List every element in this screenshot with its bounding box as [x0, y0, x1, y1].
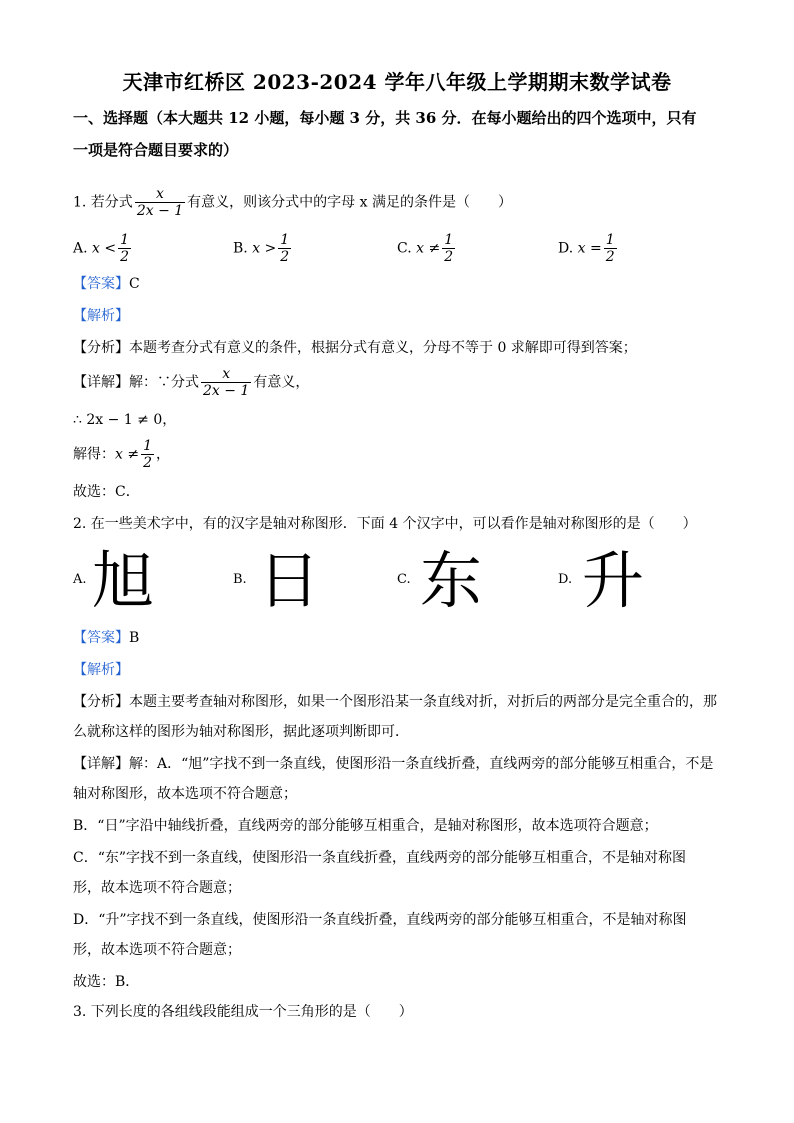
q1-xiangjie-tag: 【详解】 [73, 374, 129, 391]
q1-option-c [397, 232, 457, 265]
page-title: 天津市红桥区 2023-2024 学年八年级上学期期末数学试卷 [122, 70, 672, 94]
q1-stem [73, 186, 754, 219]
q1-answer-tag: 【答案】 [73, 276, 129, 292]
q2-option-c-char: 东 [420, 544, 483, 617]
q1-conclusion: 故选：C． [73, 484, 140, 500]
q1-fenxi-tag: 【分析】 [73, 340, 129, 356]
q2-xiangjie-line5: 形，故本选项不符合题意； [73, 880, 241, 896]
section-heading-line2: 一项是符合题目要求的） [73, 141, 239, 159]
q1-fraction-num: x [156, 186, 164, 202]
q1-option-b-frac [278, 232, 291, 265]
q1-xiangjie-num: x [222, 366, 231, 382]
q1-option-d-den: 2 [605, 249, 615, 265]
q2-xiangjie-line4: C．“东”字找不到一条直线，使图形沿一条直线折叠，直线两旁的部分能够互相重合，不是轴对称图 [73, 850, 687, 866]
q1-xiangjie-prefix: 解：∵分式 [129, 374, 199, 391]
q1-option-d-lhs: x = [577, 240, 602, 257]
q1-suffix: 有意义，则该分式中的字母 x 满足的条件是（ ） [187, 194, 512, 211]
q1-option-d-label: D. [558, 240, 574, 257]
q2-conclusion: 故选：B． [73, 974, 140, 990]
q1-step2: ∴ 2x − 1 ≠ 0， [73, 412, 177, 428]
q2-xiangjie-line2: 轴对称图形，故本选项不符合题意； [73, 786, 297, 802]
q1-option-d [558, 232, 619, 265]
q2-xiangjie-line6: D．“升”字找不到一条直线，使图形沿一条直线折叠，直线两旁的部分能够互相重合，不是轴对称图 [73, 912, 687, 928]
q1-option-a-lhs: x < [92, 240, 117, 257]
q1-option-c-lhs: x ≠ [416, 240, 441, 257]
q2-fenxi-tag: 【分析】 [73, 694, 129, 710]
q1-jiexi-tag: 【解析】 [73, 308, 129, 324]
q1-jiexi [73, 306, 754, 326]
q1-option-b-label: B. [233, 240, 248, 257]
q2-option-b-char: 日 [258, 544, 321, 617]
q2-jiexi [73, 660, 754, 680]
q1-option-b-den: 2 [280, 249, 290, 265]
q1-step3-num: 1 [143, 438, 152, 454]
q3-stem: 3. 下列长度的各组线段能组成一个三角形的是（ ） [73, 1004, 413, 1020]
q1-step3-lhs: x ≠ [115, 446, 140, 463]
q2-option-d-char: 升 [582, 544, 645, 617]
q2-fenxi-text1: 本题主要考查轴对称图形，如果一个图形沿某一条直线对折，对折后的两部分是完全重合的，那 [129, 694, 717, 710]
q1-fenxi [73, 338, 754, 358]
q2-fenxi-line2: 么就称这样的图形为轴对称图形，据此逐项判断即可． [73, 724, 409, 740]
q1-step3-prefix: 解得： [73, 446, 115, 463]
q1-option-c-num: 1 [444, 232, 454, 248]
q1-option-a [73, 232, 133, 265]
q1-xiangjie-suffix: 有意义， [253, 374, 310, 391]
q1-option-b [233, 232, 293, 265]
q1-option-b-num: 1 [280, 232, 290, 248]
q2-option-a-label: A. [73, 572, 87, 587]
q1-xiangjie-fraction [201, 366, 251, 399]
q2-xiangjie-line1 [73, 754, 754, 774]
q1-step3 [73, 438, 754, 471]
q1-option-a-den: 2 [120, 249, 130, 265]
q1-step3-suffix: ， [156, 446, 170, 463]
q1-xiangjie-den: 2x − 1 [203, 383, 250, 399]
q1-option-d-frac [604, 232, 617, 265]
q2-jiexi-tag: 【解析】 [73, 662, 129, 678]
q2-answer-tag: 【答案】 [73, 630, 129, 646]
q1-step3-frac [141, 438, 154, 471]
q1-fenxi-text: 本题考查分式有意义的条件，根据分式有意义，分母不等于 0 求解即可得到答案； [129, 340, 637, 356]
q1-option-c-den: 2 [444, 249, 454, 265]
q2-answer-value: B [129, 630, 140, 646]
q1-answer-value: C [129, 276, 140, 292]
q2-xiangjie-tag: 【详解】 [73, 756, 129, 772]
q2-option-a-char: 旭 [92, 544, 155, 617]
q2-option-b-label: B. [233, 572, 247, 587]
q1-option-c-frac [442, 232, 455, 265]
q1-option-b-lhs: x > [252, 240, 277, 257]
q2-stem: 2. 在一些美术字中，有的汉字是轴对称图形．下面 4 个汉字中，可以看作是轴对称图形的是（ ） [73, 516, 697, 532]
section-heading-line1: 一、选择题（本大题共 12 小题，每小题 3 分，共 36 分．在每小题给出的四个选项中，只有 [73, 109, 697, 127]
q2-fenxi-line1 [73, 692, 754, 712]
q1-fraction-den: 2x − 1 [136, 203, 184, 219]
q2-option-d-label: D. [558, 572, 573, 587]
q2-xiangjie-line7: 形，故本选项不符合题意； [73, 942, 241, 958]
q2-xiangjie-line3: B．“日”字沿中轴线折叠，直线两旁的部分能够互相重合，是轴对称图形，故本选项符合题意； [73, 818, 658, 834]
q1-option-a-label: A. [73, 240, 88, 257]
q1-option-c-label: C. [397, 240, 412, 257]
q1-answer [73, 274, 754, 294]
q1-option-d-num: 1 [605, 232, 615, 248]
q1-option-a-frac [118, 232, 131, 265]
q1-step3-den: 2 [143, 455, 152, 471]
q1-xiangjie [73, 366, 754, 399]
q2-option-c-label: C. [397, 572, 411, 587]
q2-answer [73, 628, 754, 648]
q1-fraction [135, 186, 185, 219]
q2-xiangjie-text1: 解：A．“旭”字找不到一条直线，使图形沿一条直线折叠，直线两旁的部分能够互相重合，不是 [129, 756, 714, 772]
q1-prefix: 1. 若分式 [73, 194, 133, 211]
q1-option-a-num: 1 [120, 232, 130, 248]
